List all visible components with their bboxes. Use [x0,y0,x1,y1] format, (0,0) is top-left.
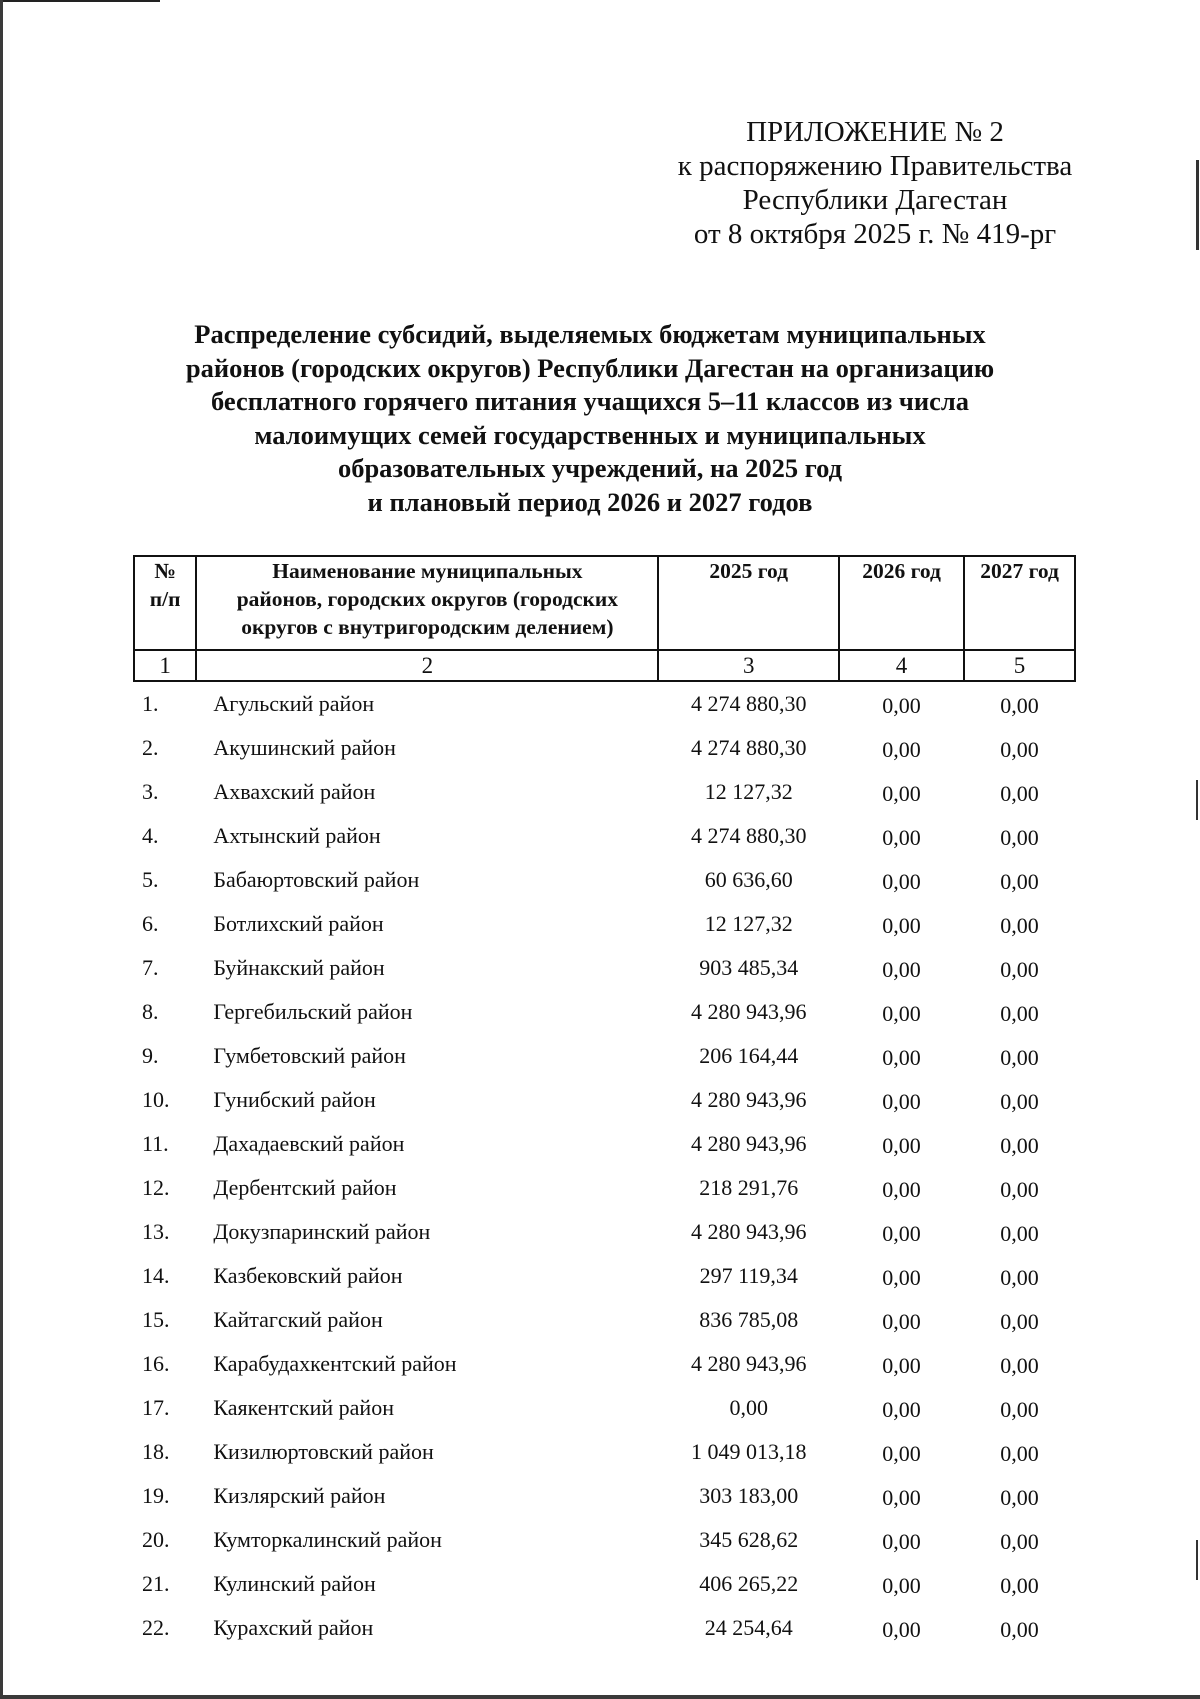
scan-border-top [0,0,160,2]
column-number: 3 [658,650,839,681]
municipality-name: Буйнакский район [213,955,385,980]
amount-2025: 297 119,34 [699,1263,798,1288]
table-row [134,681,1075,726]
header-name-line: Наименование муниципальных [272,559,583,583]
row-number: 13. [142,1219,170,1244]
column-number: 1 [134,650,196,681]
table-row [134,990,1075,1034]
title-line: Распределение субсидий, выделяемых бюджетам муниципальных [194,319,986,349]
table-row [134,1474,1075,1518]
table-row [134,1298,1075,1342]
row-number: 10. [142,1087,170,1112]
amount-2025: 4 280 943,96 [690,1087,807,1112]
amount-2027: 0,00 [1000,1309,1039,1334]
scan-border-left [0,0,3,1699]
municipality-name: Карабудахкентский район [213,1351,457,1376]
amount-2027: 0,00 [1000,737,1039,762]
amount-2025: 60 636,60 [704,867,793,892]
amount-2026: 0,00 [882,1485,921,1510]
amount-2025: 406 265,22 [699,1571,799,1596]
amount-2026: 0,00 [882,1617,921,1642]
municipality-name: Дербентский район [213,1175,397,1200]
header-year-2027: 2027 год [964,556,1075,650]
row-number: 15. [142,1307,170,1332]
column-number: 4 [839,650,964,681]
row-number: 21. [142,1571,170,1596]
title-line: образовательных учреждений, на 2025 год [337,453,843,483]
amount-2026: 0,00 [882,1133,921,1158]
amount-2027: 0,00 [1000,1397,1039,1422]
amount-2026: 0,00 [882,1529,921,1554]
header-name [196,556,658,650]
row-number: 1. [142,691,159,716]
row-number: 11. [142,1131,169,1156]
amount-2026: 0,00 [882,1397,921,1422]
amount-2027: 0,00 [1000,825,1039,850]
amount-2025: 4 274 880,30 [690,691,807,716]
municipality-name: Ахтынский район [213,823,381,848]
amount-2026: 0,00 [882,1221,921,1246]
title-line: районов (городских округов) Республики Дагестан на организацию [185,352,995,383]
column-number: 5 [964,650,1075,681]
amount-2025: 303 183,00 [699,1483,799,1508]
header-number-label: п/п [149,587,181,611]
subsidy-table [133,555,1076,1650]
row-number: 7. [142,955,159,980]
municipality-name: Кизилюртовский район [213,1439,434,1464]
amount-2026: 0,00 [882,1353,921,1378]
table-row [134,814,1075,858]
amount-2025: 4 280 943,96 [690,1351,807,1376]
row-number: 3. [142,779,159,804]
amount-2026: 0,00 [882,693,921,718]
municipality-name: Казбековский район [213,1263,403,1288]
row-number: 20. [142,1527,170,1552]
table-row [134,726,1075,770]
row-number: 12. [142,1175,170,1200]
amount-2027: 0,00 [1000,781,1039,806]
appendix-number: ПРИЛОЖЕНИЕ № 2 [746,116,1004,148]
header-name-line: округов с внутригородским делением) [241,615,614,639]
amount-2027: 0,00 [1000,1441,1039,1466]
amount-2025: 4 274 880,30 [690,735,807,760]
row-number: 6. [142,911,159,936]
municipality-name: Курахский район [213,1615,374,1640]
municipality-name: Бабаюртовский район [213,867,420,892]
municipality-name: Гунибский район [213,1087,376,1112]
amount-2025: 1 049 013,18 [690,1439,807,1464]
header-number [134,556,196,650]
municipality-name: Кумторкалинский район [213,1527,442,1552]
amount-2027: 0,00 [1000,869,1039,894]
municipality-name: Кулинский район [213,1571,376,1596]
table-row [134,902,1075,946]
amount-2025: 24 254,64 [704,1615,793,1640]
title-line: и плановый период 2026 и 2027 годов [367,486,813,517]
table-row [134,1122,1075,1166]
amount-2026: 0,00 [882,869,921,894]
header-name-line: районов, городских округов (городских [236,587,619,611]
municipality-name: Дахадаевский район [213,1131,405,1156]
table-row [134,1166,1075,1210]
row-number: 5. [142,867,159,892]
amount-2026: 0,00 [882,781,921,806]
amount-2026: 0,00 [882,913,921,938]
header-year-2025: 2025 год [658,556,839,650]
municipality-name: Гергебильский район [213,999,413,1024]
municipality-name: Каякентский район [213,1395,394,1420]
table-row [134,1342,1075,1386]
amount-2026: 0,00 [882,957,921,982]
amount-2025: 836 785,08 [699,1307,799,1332]
amount-2026: 0,00 [882,1089,921,1114]
amount-2027: 0,00 [1000,1001,1039,1026]
row-number: 14. [142,1263,170,1288]
amount-2027: 0,00 [1000,1529,1039,1554]
amount-2027: 0,00 [1000,957,1039,982]
amount-2026: 0,00 [882,1573,921,1598]
column-number-row [134,650,1075,681]
amount-2026: 0,00 [882,737,921,762]
table-row [134,858,1075,902]
amount-2027: 0,00 [1000,913,1039,938]
header-year-2026: 2026 год [839,556,964,650]
header-number-symbol: № [154,559,176,583]
scan-border-right [1196,160,1199,250]
title-line: малоимущих семей государственных и муниципальных [254,419,926,450]
amount-2025: 4 274 880,30 [690,823,807,848]
row-number: 18. [142,1439,170,1464]
amount-2027: 0,00 [1000,1573,1039,1598]
amount-2027: 0,00 [1000,1177,1039,1202]
amount-2026: 0,00 [882,1177,921,1202]
municipality-name: Докузпаринский район [213,1219,431,1244]
table-row [134,946,1075,990]
municipality-name: Агульский район [213,691,375,716]
column-number: 2 [196,650,658,681]
amount-2025: 12 127,32 [704,779,793,804]
amount-2026: 0,00 [882,1309,921,1334]
row-number: 4. [142,823,159,848]
row-number: 9. [142,1043,159,1068]
amount-2025: 4 280 943,96 [690,1219,807,1244]
amount-2025: 0,00 [729,1395,768,1420]
municipality-name: Ахвахский район [213,779,376,804]
amount-2025: 4 280 943,96 [690,999,807,1024]
amount-2025: 345 628,62 [699,1527,799,1552]
municipality-name: Кизлярский район [213,1483,386,1508]
document-title [130,318,1050,519]
municipality-name: Кайтагский район [213,1307,383,1332]
appendix-reference: к распоряжению Правительства [677,150,1073,182]
table-row [134,1430,1075,1474]
amount-2027: 0,00 [1000,1353,1039,1378]
row-number: 8. [142,999,159,1024]
table-row [134,1518,1075,1562]
amount-2025: 206 164,44 [699,1043,799,1068]
table-row [134,1562,1075,1606]
amount-2027: 0,00 [1000,1089,1039,1114]
table-row [134,1078,1075,1122]
row-number: 16. [142,1351,170,1376]
amount-2026: 0,00 [882,1001,921,1026]
amount-2025: 12 127,32 [704,911,793,936]
amount-2025: 903 485,34 [699,955,799,980]
municipality-name: Гумбетовский район [213,1043,406,1068]
appendix-header [600,115,1150,251]
row-number: 22. [142,1615,170,1640]
amount-2027: 0,00 [1000,1045,1039,1070]
scan-border-right [1196,780,1198,820]
amount-2026: 0,00 [882,1441,921,1466]
municipality-name: Акушинский район [213,735,396,760]
amount-2026: 0,00 [882,1265,921,1290]
scan-border-bottom [0,1695,1200,1699]
amount-2027: 0,00 [1000,693,1039,718]
municipality-name: Ботлихский район [213,911,384,936]
table-row [134,1034,1075,1078]
amount-2025: 4 280 943,96 [690,1131,807,1156]
amount-2025: 218 291,76 [699,1175,799,1200]
table-row [134,1210,1075,1254]
table-row [134,770,1075,814]
amount-2027: 0,00 [1000,1485,1039,1510]
amount-2026: 0,00 [882,1045,921,1070]
table-header-row [134,556,1075,650]
amount-2026: 0,00 [882,825,921,850]
row-number: 19. [142,1483,170,1508]
row-number: 2. [142,735,159,760]
appendix-date: от 8 октября 2025 г. № 419-рг [693,218,1057,250]
amount-2027: 0,00 [1000,1221,1039,1246]
amount-2027: 0,00 [1000,1133,1039,1158]
scan-border-right [1196,1540,1198,1580]
amount-2027: 0,00 [1000,1617,1039,1642]
appendix-reference: Республики Дагестан [742,184,1008,216]
table-row [134,1606,1075,1650]
title-line: бесплатного горячего питания учащихся 5–11 классов из числа [210,386,970,416]
table-row [134,1386,1075,1430]
row-number: 17. [142,1395,170,1420]
amount-2027: 0,00 [1000,1265,1039,1290]
table-row [134,1254,1075,1298]
